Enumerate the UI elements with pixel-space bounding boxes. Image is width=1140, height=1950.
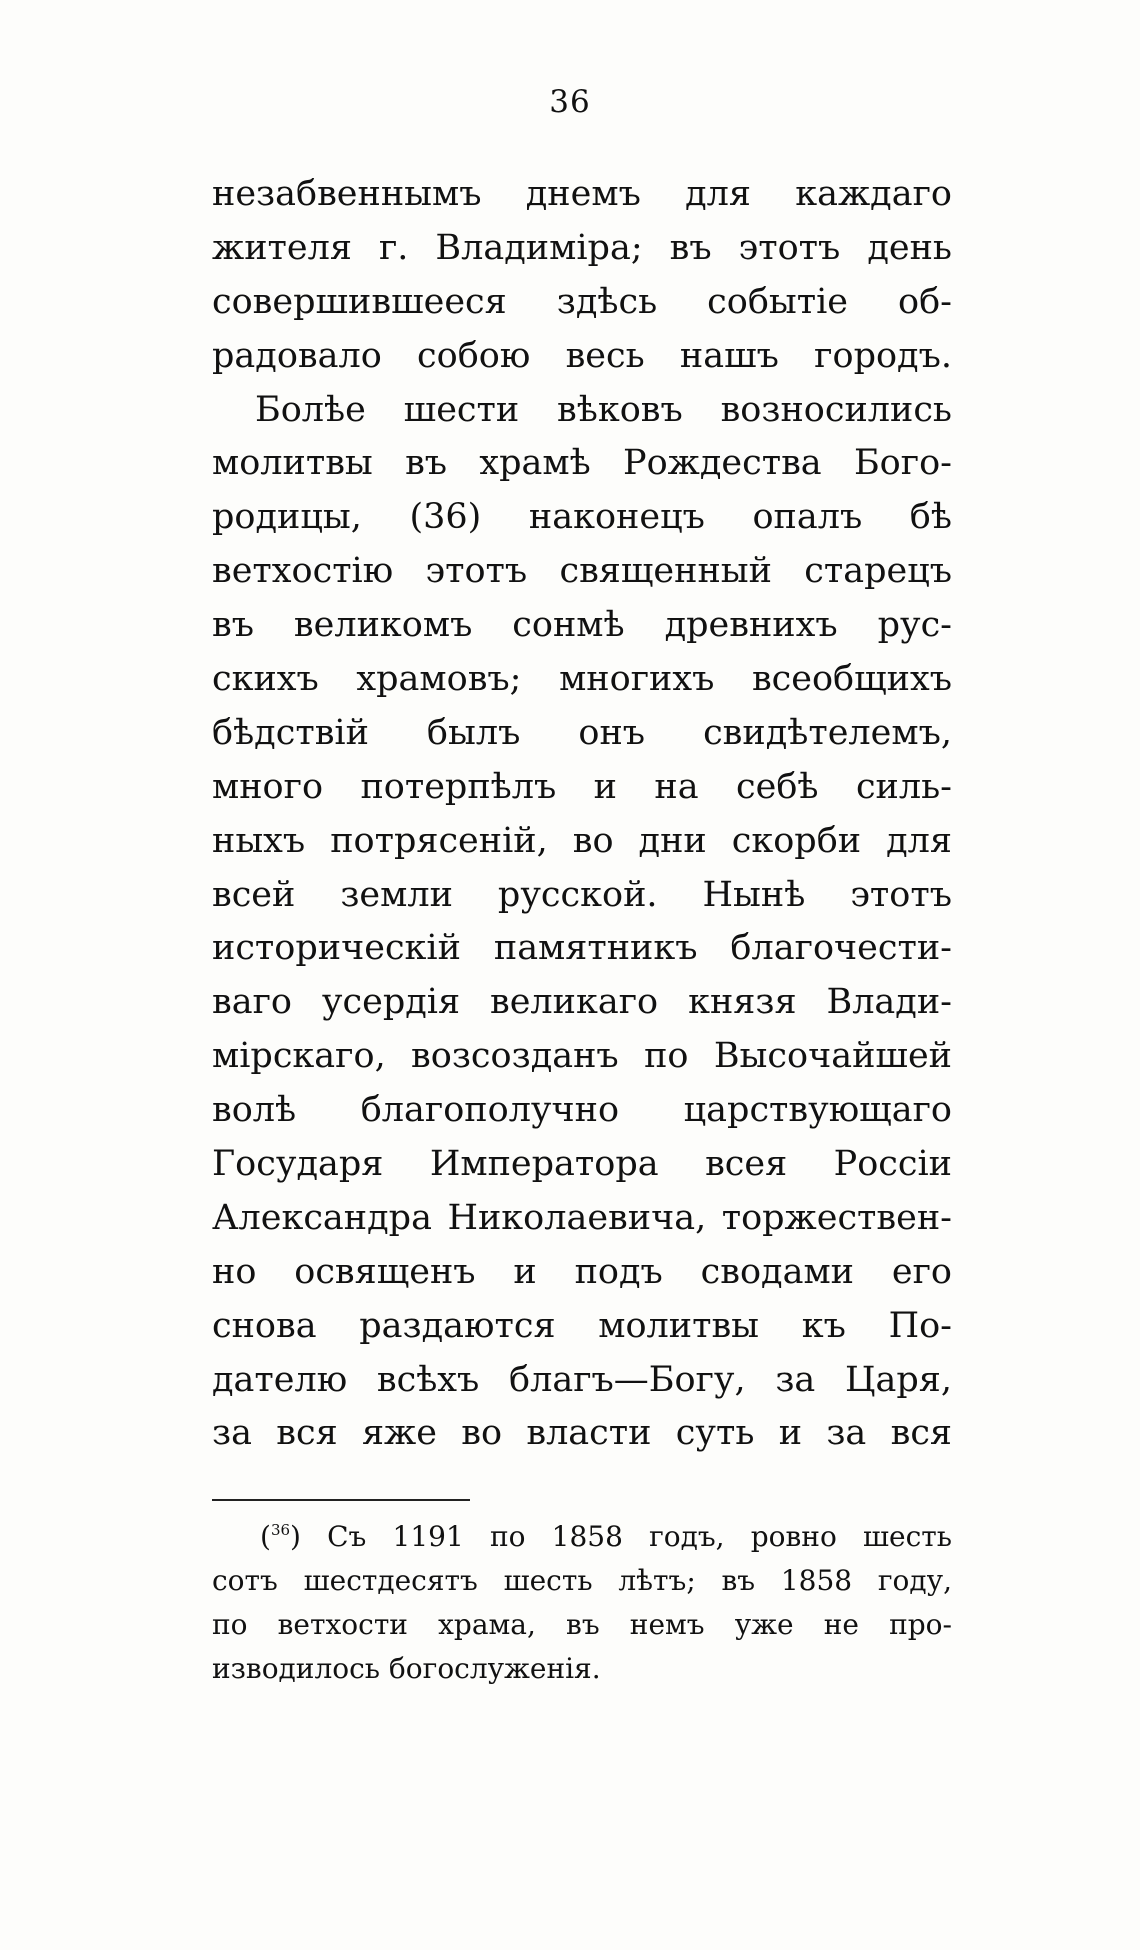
footnote-line-text: ) Съ 1191 по 1858 годъ, ровно шесть — [290, 1520, 952, 1553]
text-line: радовало собою весь нашъ городъ. — [212, 335, 952, 376]
text-line: бѣдствій былъ онъ свидѣтелемъ, — [212, 712, 952, 753]
text-line: ваго усердія великаго князя Влади- — [212, 982, 952, 1023]
text-line: ветхостію этотъ священный старецъ — [212, 551, 952, 592]
text-line: историческій памятникъ благочести- — [212, 928, 952, 969]
text-line: Болѣе шести вѣковъ возносились — [255, 389, 952, 430]
footnote-marker: 36 — [270, 1521, 291, 1539]
footnote-block — [212, 1515, 952, 1691]
footnote-line: изводилось богослуженія. — [212, 1652, 601, 1685]
text-line: молитвы въ храмѣ Рождества Бого- — [212, 443, 952, 484]
text-line: мірскаго, возсозданъ по Высочайшей — [212, 1036, 952, 1077]
footnote-separator-rule — [212, 1499, 470, 1501]
text-line: жителя г. Владиміра; въ этотъ день — [212, 227, 952, 268]
text-line: Александра Николаевича, торжествен- — [212, 1197, 952, 1238]
text-line: дателю всѣхъ благъ—Богу, за Царя, — [212, 1359, 952, 1400]
text-line: Государя Императора всея Россіи — [212, 1144, 952, 1185]
footnote-line: по ветхости храма, въ немъ уже не про- — [212, 1608, 952, 1641]
text-line: много потерпѣлъ и на себѣ силь- — [212, 766, 952, 807]
text-line: всей земли русской. Нынѣ этотъ — [212, 874, 952, 915]
text-line: но освященъ и подъ сводами его — [212, 1251, 952, 1292]
text-line: совершившееся здѣсь событіе об- — [212, 281, 952, 322]
text-line: ныхъ потрясеній, во дни скорби для — [212, 820, 952, 861]
footnote-open-paren: ( — [260, 1520, 271, 1553]
text-line: въ великомъ сонмѣ древнихъ рус- — [212, 605, 952, 646]
text-line: родицы, (36) наконецъ опалъ бѣ — [212, 497, 952, 538]
text-line: незабвеннымъ днемъ для каждаго — [212, 174, 952, 214]
text-line: волѣ благополучно царствующаго — [212, 1090, 952, 1131]
text-line: скихъ храмовъ; многихъ всеобщихъ — [212, 659, 952, 700]
footnote-line — [212, 1515, 952, 1559]
text-line: снова раздаются молитвы къ По- — [212, 1305, 952, 1346]
footnote-line: сотъ шестдесятъ шесть лѣтъ; въ 1858 году, — [212, 1564, 952, 1597]
text-line: за вся яже во власти суть и за вся — [212, 1413, 952, 1454]
page-number: 36 — [549, 84, 591, 120]
main-text-block — [212, 168, 952, 1461]
